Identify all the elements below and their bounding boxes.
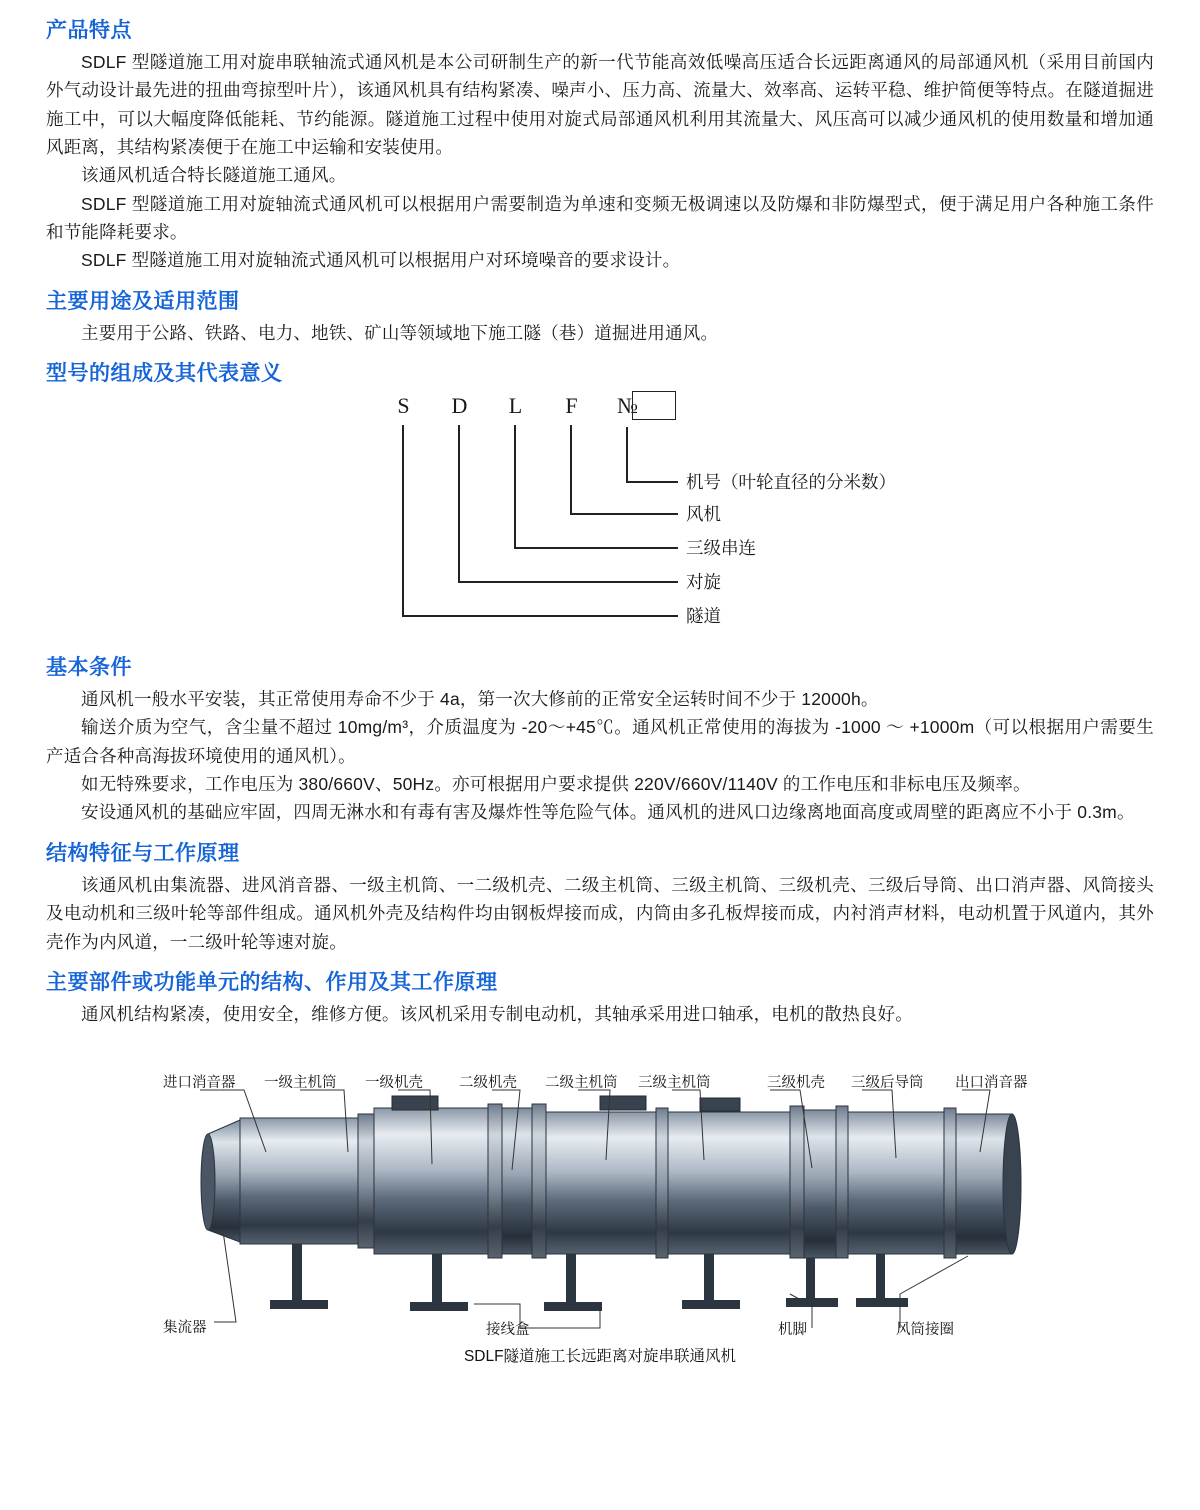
model-legend-tunnel: 隧道 (686, 606, 721, 627)
fan-label-stage3-casing: 三级机壳 (767, 1075, 825, 1092)
section-title-product-features: 产品特点 (46, 19, 132, 42)
leader-line-threestage-horizontal (514, 547, 678, 549)
leader-line-counterrotating-vertical (458, 425, 460, 581)
paragraph-main-components-1: 通风机结构紧凑，使用安全，维修方便。该风机采用专制电动机，其轴承采用进口轴承，电机的散热良好。 (81, 1003, 913, 1024)
paragraph-product-features-4: SDLF 型隧道施工用对旋轴流式通风机可以根据用户对环境噪音的要求设计。 (81, 250, 681, 271)
model-letter-d: D (451, 393, 469, 419)
model-letter-no: № (617, 393, 639, 419)
paragraph-basic-conditions-1: 通风机一般水平安装，其正常使用寿命不少于 4a，第一次大修前的正常安全运转时间不少于 12000h。 (81, 689, 879, 710)
fan-label-outlet-silencer: 出口消音器 (955, 1075, 1028, 1092)
model-legend-fan: 风机 (686, 504, 721, 525)
model-letter-s: S (397, 393, 411, 419)
fan-product-figure (0, 1042, 1200, 1372)
fan-label-stage3-rear-guide: 三级后导筒 (851, 1075, 924, 1092)
paragraph-product-features-3: SDLF 型隧道施工用对旋轴流式通风机可以根据用户需要制造为单速和变频无极调速以及防爆和非防爆型式，便于满足用户各种施工条件和节能降耗要求。 (46, 193, 1154, 243)
leader-line-counterrotating-horizontal (458, 581, 678, 583)
section-title-basic-conditions: 基本条件 (46, 656, 132, 680)
paragraph-product-features-2: 该通风机适合特长隧道施工通风。 (81, 165, 347, 186)
section-title-model-code: 型号的组成及其代表意义 (46, 362, 283, 386)
section-title-main-components: 主要部件或功能单元的结构、作用及其工作原理 (46, 970, 498, 994)
leader-line-fan-vertical (570, 425, 572, 513)
section-title-applications: 主要用途及适用范围 (46, 289, 240, 313)
fan-label-stage2-barrel: 二级主机筒 (545, 1075, 618, 1092)
fan-illustration-svg (0, 1042, 1200, 1372)
paragraph-applications-1: 主要用于公路、铁路、电力、地铁、矿山等领域地下施工隧（巷）道掘进用通风。 (81, 322, 719, 343)
paragraph-structure-principle-1: 该通风机由集流器、进风消音器、一级主机筒、一二级机壳、二级主机筒、三级主机筒、三级机壳、三级后导筒、出口消声器、风筒接头及电动机和三级叶轮等部件组成。通风机外壳及结构件均由钢板焊接而成，内筒由多孔板焊接而成，内衬消声材料，电动机置于风道内，其外壳作为内风道，一二级叶轮等速对旋。 (46, 874, 1154, 952)
fan-label-inlet-silencer: 进口消音器 (163, 1075, 236, 1092)
fan-label-stage2-casing: 二级机壳 (459, 1075, 517, 1092)
model-letter-l: L (508, 393, 524, 419)
model-legend-counter-rotating: 对旋 (686, 572, 721, 593)
paragraph-basic-conditions-3: 如无特殊要求，工作电压为 380/660V、50Hz。亦可根据用户要求提供 220V/660V/1140V 的工作电压和非标电压及频率。 (81, 774, 1031, 795)
model-legend-impeller-number: 机号（叶轮直径的分米数） (686, 472, 896, 493)
fan-label-duct-ring: 风筒接圈 (896, 1322, 954, 1339)
fan-label-foot: 机脚 (778, 1322, 807, 1339)
leader-line-tunnel-vertical (402, 425, 404, 615)
fan-label-stage3-barrel: 三级主机筒 (638, 1075, 711, 1092)
paragraph-basic-conditions-4: 安设通风机的基础应牢固，四周无淋水和有毒有害及爆炸性等危险气体。通风机的进风口边缘离地面高度或周壁的距离应不小于 0.3m。 (81, 802, 1135, 823)
paragraph-basic-conditions-2: 输送介质为空气，含尘量不超过 10mg/m³，介质温度为 -20～+45℃。通风机正常使用的海拔为 -1000 ～ +1000m（可以根据用户需要生产适合各种高海拔环境使用的通风机）。 (46, 717, 1154, 766)
fan-label-collector: 集流器 (163, 1320, 207, 1337)
leader-line-threestage-vertical (514, 425, 516, 547)
fan-label-junction-box: 接线盒 (486, 1322, 530, 1339)
fan-label-stage1-barrel: 一级主机筒 (264, 1075, 337, 1092)
leader-line-modelno-vertical (626, 427, 628, 481)
fan-body (201, 1104, 1021, 1258)
leader-line-modelno-horizontal (626, 481, 678, 483)
model-legend-three-stage-series: 三级串连 (686, 538, 756, 559)
fan-figure-caption: SDLF隧道施工长远距离对旋串联通风机 (463, 1348, 737, 1366)
leader-line-fan-horizontal (570, 513, 678, 515)
model-code-diagram (46, 393, 1154, 641)
model-code-letters (376, 393, 656, 419)
fan-label-stage1-casing: 一级机壳 (365, 1075, 423, 1092)
model-number-box (632, 391, 676, 420)
model-letter-f: F (565, 393, 579, 419)
paragraph-product-features-1: SDLF 型隧道施工用对旋串联轴流式通风机是本公司研制生产的新一代节能高效低噪高压适合长远距离通风的局部通风机（采用目前国内外气动设计最先进的扭曲弯掠型叶片），该通风机具有结构紧凑、噪声小、压力高、流量大、效率高、运转平稳、维护简便等特点。在隧道掘进施工中，可以大幅度降低能耗、节约能源。隧道施工过程中使用对旋式局部通风机利用其流量大、风压高可以减少通风机的使用数量和增加通风距离，其结构紧凑便于在施工中运输和安装使用。 (46, 52, 1154, 158)
leader-line-tunnel-horizontal (402, 615, 678, 617)
section-title-structure-principle: 结构特征与工作原理 (46, 841, 240, 865)
